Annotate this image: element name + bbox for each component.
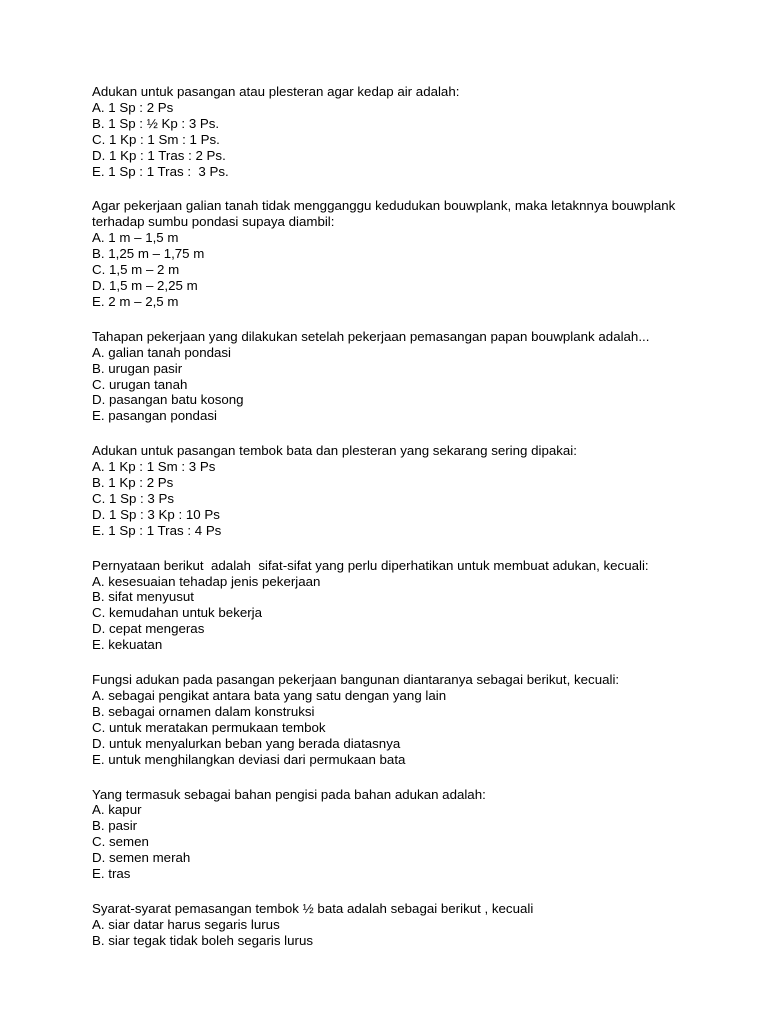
answer-option: A. 1 Sp : 2 Ps [92,99,174,115]
answer-option: D. 1 Kp : 1 Tras : 2 Ps. [92,147,226,163]
question-block [92,901,678,949]
question-block [92,672,678,767]
question-stem: Yang termasuk sebagai bahan pengisi pada bahan adukan adalah: [92,786,486,802]
question-stem: Adukan untuk pasangan tembok bata dan plesteran yang sekarang sering dipakai: [92,443,577,459]
question-list [92,84,678,949]
answer-option-list [92,917,678,949]
question-block [92,558,678,653]
answer-option: D. cepat mengeras [92,621,205,637]
question-stem: Adukan untuk pasangan atau plesteran agar kedap air adalah: [92,84,460,99]
answer-option: B. sebagai ornamen dalam konstruksi [92,703,315,719]
answer-option: E. 1 Sp : 1 Tras : 3 Ps. [92,163,229,179]
answer-option: A. 1 m – 1,5 m [92,230,179,246]
question-block [92,787,678,882]
answer-option: A. kapur [92,802,142,818]
answer-option: C. kemudahan untuk bekerja [92,605,263,621]
answer-option: E. pasangan pondasi [92,408,217,424]
answer-option-list [92,100,678,180]
question-block [92,198,678,309]
question-block [92,329,678,424]
answer-option-list [92,459,678,539]
answer-option: C. urugan tanah [92,376,188,392]
answer-option: A. siar datar harus segaris lurus [92,916,280,932]
question-stem: Fungsi adukan pada pasangan pekerjaan bangunan diantaranya sebagai berikut, kecuali: [92,672,620,688]
answer-option: C. 1,5 m – 2 m [92,262,180,278]
answer-option: D. pasangan batu kosong [92,392,244,408]
answer-option: B. sifat menyusut [92,589,194,605]
answer-option: C. 1 Sp : 3 Ps [92,490,175,506]
answer-option: B. 1 Sp : ½ Kp : 3 Ps. [92,115,220,131]
answer-option: D. untuk menyalurkan beban yang berada diatasnya [92,735,401,751]
question-stem: Tahapan pekerjaan yang dilakukan setelah pekerjaan pemasangan papan bouwplank adalah... [92,328,650,344]
question-block [92,443,678,538]
answer-option: B. urugan pasir [92,360,183,376]
answer-option-list [92,688,678,768]
question-stem: Agar pekerjaan galian tanah tidak mengganggu kedudukan bouwplank, maka letaknnya bouwplank terhadap sumbu pondasi supaya diambil: [92,198,679,230]
answer-option: C. 1 Kp : 1 Sm : 1 Ps. [92,131,220,147]
answer-option: C. semen [92,834,149,850]
answer-option: A. 1 Kp : 1 Sm : 3 Ps [92,459,216,475]
answer-option: A. kesesuaian tehadap jenis pekerjaan [92,573,321,589]
question-block [92,84,678,179]
answer-option: C. untuk meratakan permukaan tembok [92,719,326,735]
answer-option: A. galian tanah pondasi [92,344,231,360]
answer-option: A. sebagai pengikat antara bata yang satu dengan yang lain [92,688,447,703]
question-stem: Syarat-syarat pemasangan tembok ½ bata adalah sebagai berikut , kecuali [92,900,534,916]
question-stem: Pernyataan berikut adalah sifat-sifat yang perlu diperhatikan untuk membuat adukan, kecuali: [92,557,649,573]
answer-option: D. 1,5 m – 2,25 m [92,277,198,293]
answer-option: E. 2 m – 2,5 m [92,293,179,309]
answer-option: E. 1 Sp : 1 Tras : 4 Ps [92,522,222,538]
answer-option: B. 1 Kp : 2 Ps [92,475,174,491]
answer-option-list [92,802,678,882]
answer-option: D. 1 Sp : 3 Kp : 10 Ps [92,506,220,522]
answer-option: B. pasir [92,818,138,834]
answer-option-list [92,574,678,654]
answer-option: B. 1,25 m – 1,75 m [92,246,205,262]
answer-option: E. kekuatan [92,637,163,653]
answer-option: D. semen merah [92,850,191,866]
answer-option-list [92,345,678,425]
answer-option: E. tras [92,866,131,882]
answer-option: E. untuk menghilangkan deviasi dari permukaan bata [92,751,406,767]
answer-option-list [92,230,678,310]
answer-option: B. siar tegak tidak boleh segaris lurus [92,932,313,948]
